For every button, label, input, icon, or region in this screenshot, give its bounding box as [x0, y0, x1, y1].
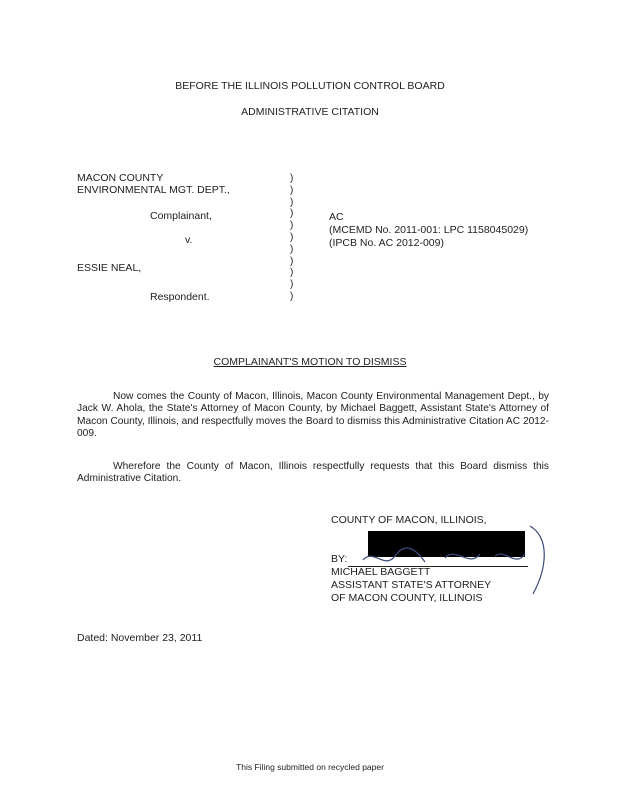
- caption-divider: [290, 173, 293, 303]
- respondent-name: ESSIE NEAL,: [77, 262, 142, 274]
- case-number-mcemd: (MCEMD No. 2011-001: LPC 1158045029): [329, 224, 529, 236]
- signer-name: MICHAEL BAGGETT: [331, 566, 431, 578]
- paren: ): [290, 220, 294, 232]
- case-number-ipcb: (IPCB No. AC 2012-009): [329, 237, 444, 249]
- paren: ): [290, 255, 294, 267]
- signer-title: ASSISTANT STATE'S ATTORNEY: [331, 579, 492, 591]
- paren: ): [290, 173, 294, 184]
- dated-line: Dated: November 23, 2011: [77, 632, 203, 644]
- footer-note: This Filing submitted on recycled paper: [236, 762, 384, 772]
- versus-label: v.: [185, 234, 193, 246]
- paren: ): [290, 279, 294, 291]
- body-paragraph-1-text: Now comes the County of Macon, Illinois, Macon County Environmental Management Dept., by Jack W. Ahola, the State's Attorney of Macon County, by Michael Baggett, Assistant State's Attorney of Macon County, Illinois, and respectfully moves the Board to dismiss this Administrative Citation AC 2012-009.: [77, 391, 549, 440]
- signer-office: OF MACON COUNTY, ILLINOIS: [331, 592, 483, 604]
- paren: ): [290, 243, 294, 255]
- respondent-role: Respondent.: [150, 291, 210, 303]
- citation-title: ADMINISTRATIVE CITATION: [241, 106, 379, 118]
- complainant-name-line2: ENVIRONMENTAL MGT. DEPT.,: [77, 184, 230, 196]
- body-paragraph-2: [77, 461, 549, 486]
- signature-county: COUNTY OF MACON, ILLINOIS,: [331, 514, 487, 526]
- paren: ): [290, 184, 294, 196]
- paren: ): [290, 196, 294, 208]
- motion-title: COMPLAINANT'S MOTION TO DISMISS: [213, 356, 407, 368]
- paren: ): [290, 267, 294, 279]
- paren: ): [290, 290, 294, 302]
- complainant-role: Complainant,: [150, 210, 212, 222]
- paren: ): [290, 208, 294, 220]
- case-type: AC: [329, 211, 344, 223]
- body-paragraph-2-text: Wherefore the County of Macon, Illinois respectfully requests that this Board dismiss this Administrative Citation.: [77, 461, 549, 485]
- paren: ): [290, 231, 294, 243]
- complainant-name-line1: MACON COUNTY: [77, 172, 164, 184]
- body-paragraph-1: [77, 391, 549, 441]
- board-title: BEFORE THE ILLINOIS POLLUTION CONTROL BOARD: [175, 80, 445, 92]
- by-label: BY:: [331, 553, 348, 565]
